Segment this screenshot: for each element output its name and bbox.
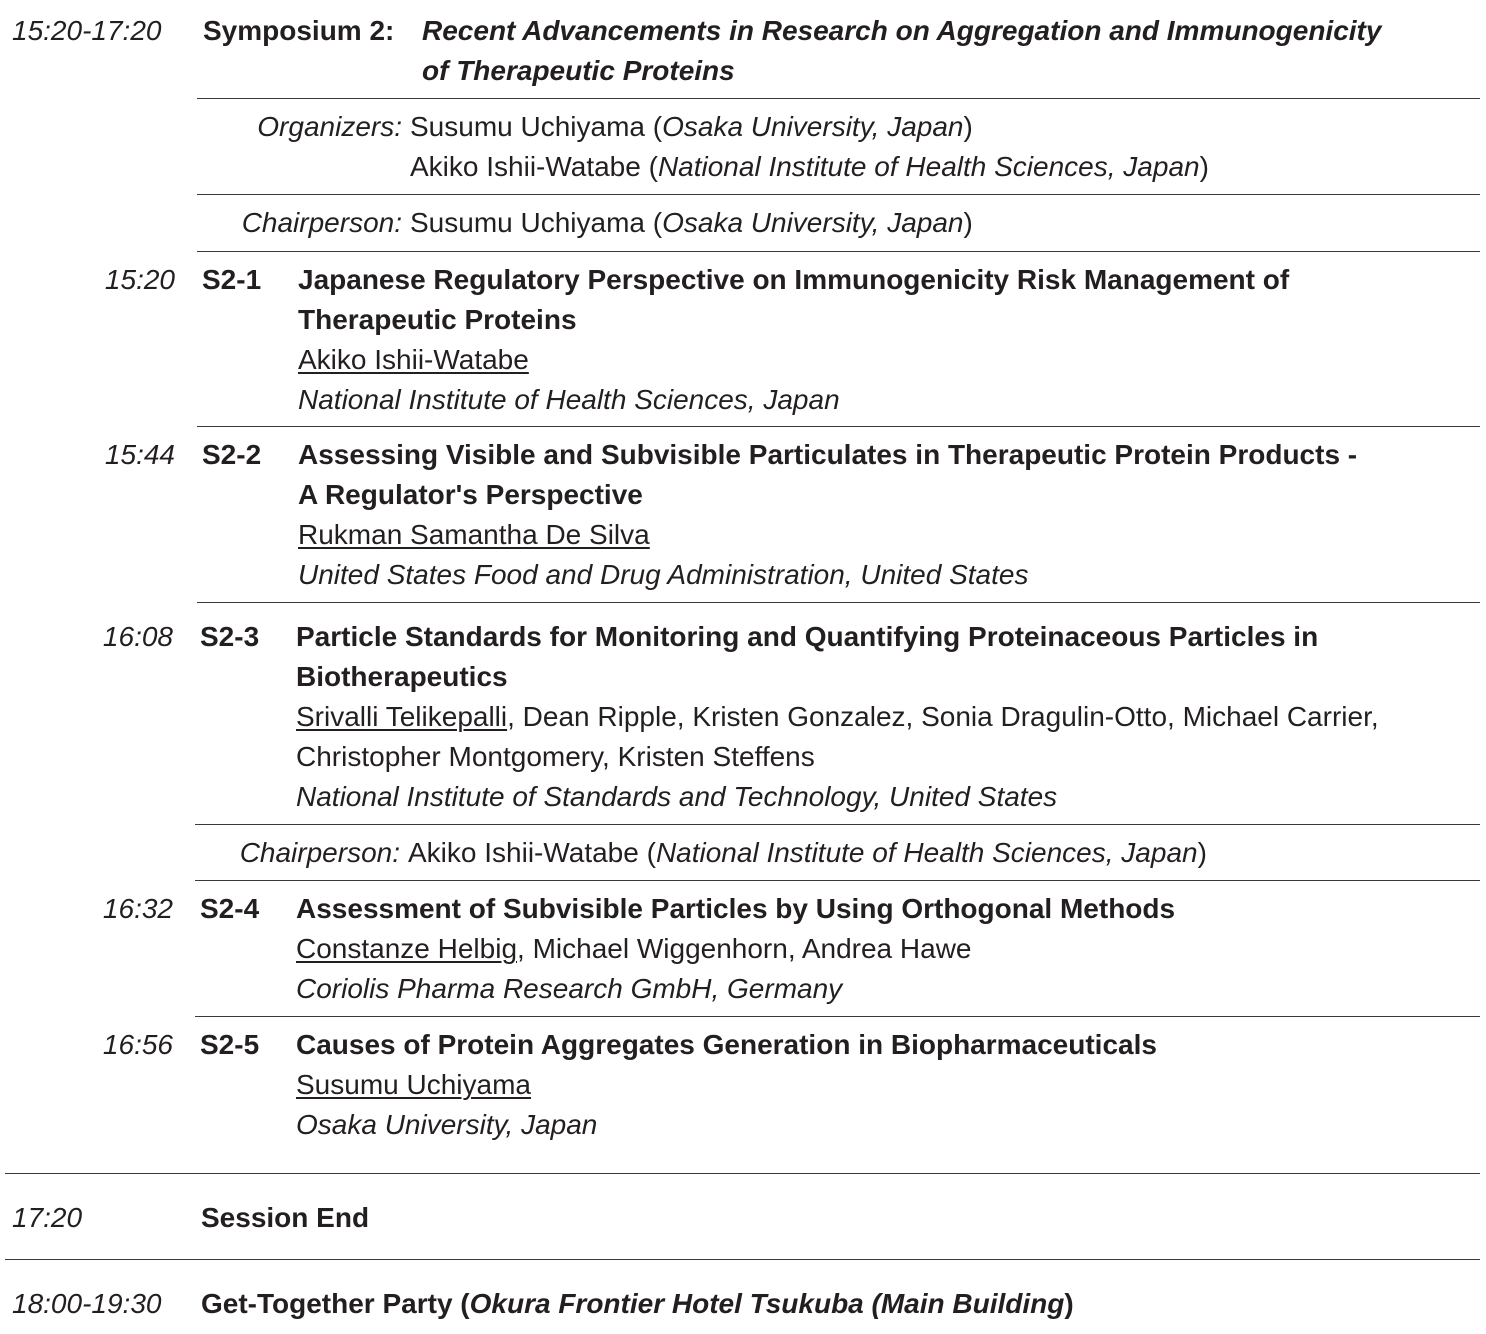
talk-details bbox=[296, 889, 1175, 1009]
paren: ) bbox=[963, 111, 973, 142]
talk-affiliation: Osaka University, Japan bbox=[296, 1109, 598, 1140]
party-time: 18:00-19:30 bbox=[12, 1288, 162, 1319]
talk-authors bbox=[296, 1065, 1157, 1105]
session-end-label: Session End bbox=[201, 1202, 370, 1233]
talk-details bbox=[298, 435, 1357, 595]
divider bbox=[195, 880, 1480, 881]
presenter-name: Rukman Samantha De Silva bbox=[298, 519, 650, 550]
symposium-title-line: Recent Advancements in Research on Aggregation and Immunogenicity bbox=[422, 15, 1382, 46]
talk-code: S2-1 bbox=[202, 264, 262, 295]
organizer-affiliation: Osaka University, Japan bbox=[662, 111, 964, 142]
divider bbox=[5, 1173, 1480, 1174]
talk-time: 15:20 bbox=[104, 264, 175, 295]
chairperson-name: Susumu Uchiyama bbox=[410, 207, 645, 238]
talk-title-line: Therapeutic Proteins bbox=[298, 304, 577, 335]
divider bbox=[197, 98, 1480, 99]
talk-time: 16:56 bbox=[102, 1029, 173, 1060]
talk-title-line: Japanese Regulatory Perspective on Immunogenicity Risk Management of bbox=[298, 264, 1290, 295]
paren: ( bbox=[638, 837, 656, 868]
coauthors: , Michael Wiggenhorn, Andrea Hawe bbox=[517, 933, 972, 964]
paren: ) bbox=[1064, 1288, 1074, 1319]
talk-code: S2-2 bbox=[202, 439, 262, 470]
talk-affiliation: National Institute of Health Sciences, Japan bbox=[298, 384, 840, 415]
talk-affiliation: Coriolis Pharma Research GmbH, Germany bbox=[296, 973, 843, 1004]
talk-time: 16:08 bbox=[102, 621, 173, 652]
symposium-title bbox=[422, 11, 1381, 91]
talk-authors bbox=[296, 697, 1379, 737]
paren: ( bbox=[640, 151, 658, 182]
chairperson-affiliation: Osaka University, Japan bbox=[662, 207, 964, 238]
symposium-title-line: of Therapeutic Proteins bbox=[422, 55, 735, 86]
party-entry bbox=[201, 1284, 1074, 1324]
organizer-entry bbox=[410, 147, 1209, 187]
presenter-name: Constanze Helbig bbox=[296, 933, 518, 964]
presenter-name: Susumu Uchiyama bbox=[296, 1069, 531, 1100]
chairperson-name: Akiko Ishii-Watabe bbox=[408, 837, 639, 868]
organizers-label: Organizers: bbox=[257, 111, 402, 142]
talk-title-line: Causes of Protein Aggregates Generation in Biopharmaceuticals bbox=[296, 1029, 1157, 1060]
talk-authors bbox=[298, 515, 1357, 555]
talk-title-line: Particle Standards for Monitoring and Quantifying Proteinaceous Particles in bbox=[296, 621, 1319, 652]
divider bbox=[197, 602, 1480, 603]
party-venue: Okura Frontier Hotel Tsukuba (Main Building bbox=[469, 1288, 1065, 1319]
talk-affiliation: United States Food and Drug Administration, United States bbox=[298, 559, 1029, 590]
coauthors-continued: Christopher Montgomery, Kristen Steffens bbox=[296, 741, 815, 772]
talk-authors bbox=[298, 340, 1289, 380]
talk-details bbox=[296, 617, 1379, 817]
talk-details bbox=[296, 1025, 1157, 1145]
party-label: Get-Together Party ( bbox=[201, 1288, 470, 1319]
paren: ) bbox=[963, 207, 973, 238]
coauthors: , Dean Ripple, Kristen Gonzalez, Sonia Dragulin-Otto, Michael Carrier, bbox=[507, 701, 1379, 732]
talk-affiliation: National Institute of Standards and Technology, United States bbox=[296, 781, 1058, 812]
paren: ) bbox=[1197, 837, 1207, 868]
chairperson-affiliation: National Institute of Health Sciences, Japan bbox=[655, 837, 1198, 868]
divider bbox=[195, 824, 1480, 825]
paren: ( bbox=[644, 207, 663, 238]
chairperson-label: Chairperson: bbox=[241, 207, 402, 238]
presenter-name: Srivalli Telikepalli bbox=[296, 701, 508, 732]
talk-code: S2-4 bbox=[200, 893, 260, 924]
session-end-time: 17:20 bbox=[12, 1202, 83, 1233]
paren: ) bbox=[1199, 151, 1209, 182]
presenter-name: Akiko Ishii-Watabe bbox=[298, 344, 529, 375]
symposium-time: 15:20-17:20 bbox=[12, 15, 162, 46]
talk-title-line: Biotherapeutics bbox=[296, 661, 508, 692]
talk-title-line: Assessment of Subvisible Particles by Using Orthogonal Methods bbox=[296, 893, 1176, 924]
divider bbox=[197, 426, 1480, 427]
divider bbox=[197, 251, 1480, 252]
chairperson-label: Chairperson: bbox=[239, 837, 400, 868]
organizer-name: Susumu Uchiyama bbox=[410, 111, 645, 142]
organizer-entry bbox=[410, 107, 1209, 147]
divider bbox=[195, 1016, 1480, 1017]
organizers-list bbox=[410, 107, 1209, 187]
organizer-name: Akiko Ishii-Watabe bbox=[410, 151, 641, 182]
talk-time: 16:32 bbox=[102, 893, 173, 924]
chairperson-entry bbox=[408, 833, 1207, 873]
talk-code: S2-3 bbox=[200, 621, 260, 652]
paren: ( bbox=[644, 111, 663, 142]
talk-details bbox=[298, 260, 1289, 420]
talk-time: 15:44 bbox=[104, 439, 175, 470]
talk-title-line: Assessing Visible and Subvisible Particulates in Therapeutic Protein Products - bbox=[298, 439, 1358, 470]
divider bbox=[5, 1259, 1480, 1260]
talk-title-line: A Regulator's Perspective bbox=[298, 479, 643, 510]
talk-authors bbox=[296, 929, 1175, 969]
chairperson-entry bbox=[410, 203, 973, 243]
symposium-label: Symposium 2: bbox=[203, 15, 395, 46]
divider bbox=[197, 194, 1480, 195]
organizer-affiliation: National Institute of Health Sciences, Japan bbox=[657, 151, 1200, 182]
talk-code: S2-5 bbox=[200, 1029, 260, 1060]
